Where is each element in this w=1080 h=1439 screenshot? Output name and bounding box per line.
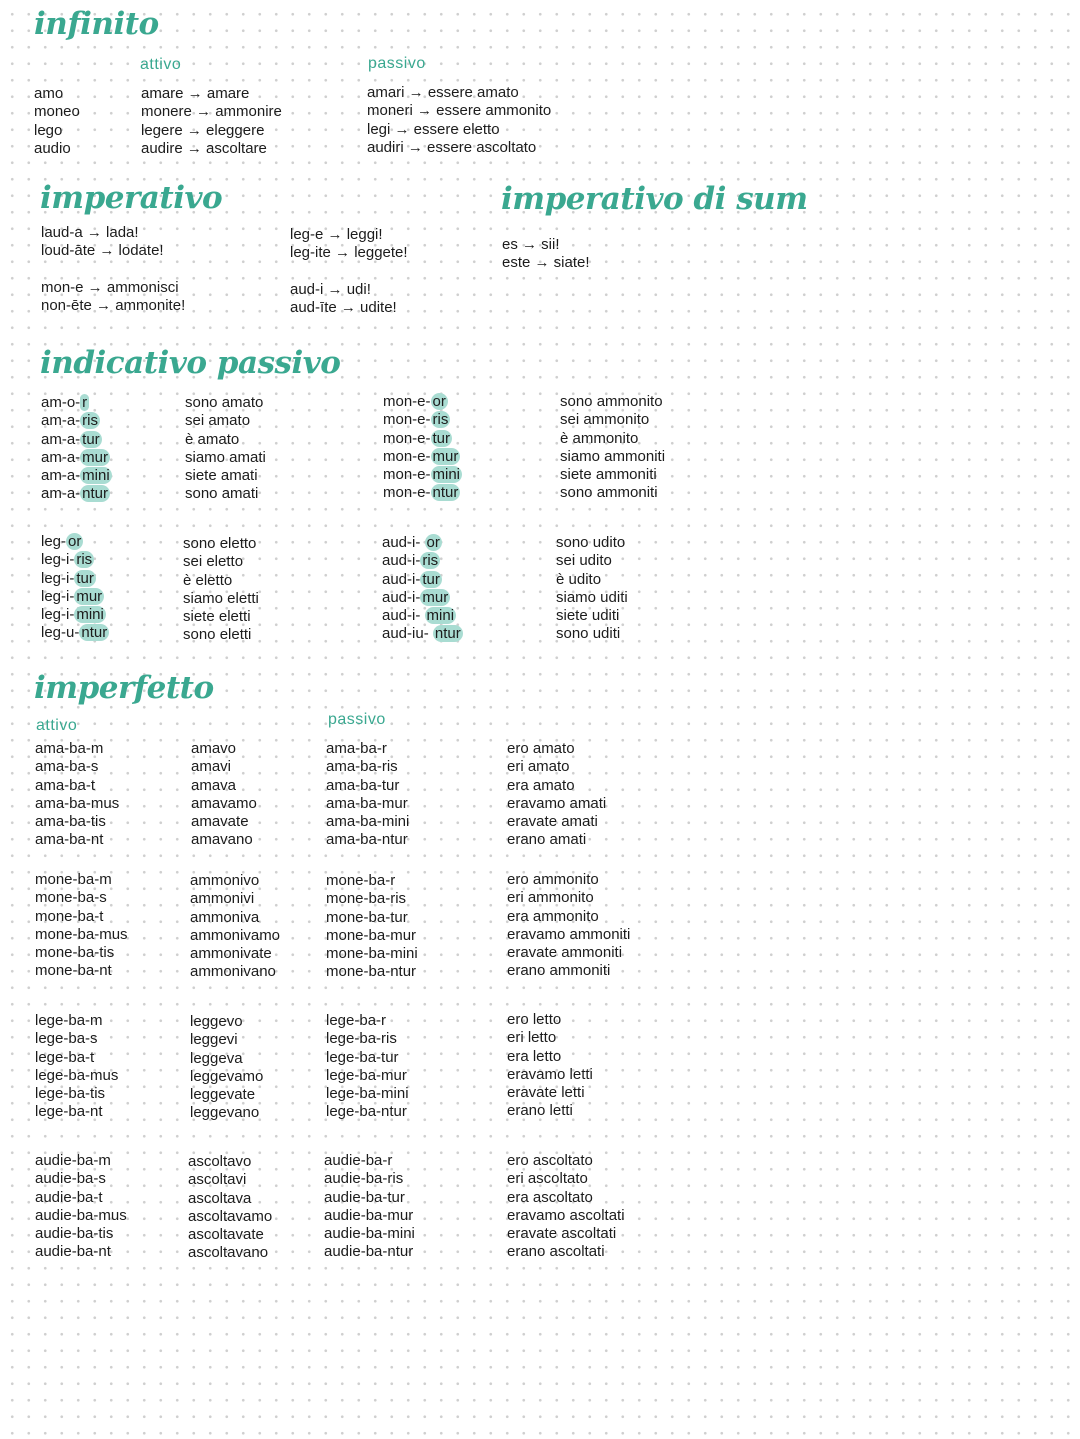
verb-ending-highlight: mur bbox=[76, 587, 103, 605]
imperfetto-am-passive-tr bbox=[507, 740, 606, 850]
text-line: sono ammoniti bbox=[560, 484, 658, 502]
verb-ending-highlight: ris bbox=[76, 551, 93, 569]
text-line: ero ascoltato bbox=[507, 1152, 593, 1169]
verb-ending-highlight: ris bbox=[422, 552, 439, 570]
verb-form bbox=[41, 412, 112, 430]
imperfetto-passivo-label: passivo bbox=[328, 711, 386, 728]
text-line: eri ammonito bbox=[507, 889, 594, 907]
text-line: amare → amare bbox=[141, 85, 250, 102]
text-line: sono eletti bbox=[183, 626, 252, 644]
text-line: mone-ba-nt bbox=[35, 962, 112, 980]
text-line: audie-ba-t bbox=[35, 1188, 103, 1206]
text-line: audiri → essere ascoltato bbox=[367, 138, 537, 156]
verb-ending-highlight: or bbox=[432, 393, 446, 410]
text-line: mon-e → ammonisci bbox=[41, 279, 179, 296]
text-line: audie-ba-mini bbox=[324, 1225, 415, 1243]
text-line: siete amati bbox=[185, 467, 258, 485]
text-line: lege-ba-s bbox=[35, 1030, 98, 1048]
text-line: è ammonito bbox=[560, 429, 639, 447]
verb-ending-highlight: mini bbox=[432, 466, 461, 484]
imperativo-audi bbox=[290, 281, 397, 318]
text-line: lege-ba-mini bbox=[326, 1085, 409, 1103]
text-line: este → siate! bbox=[502, 254, 590, 272]
verb-form bbox=[41, 431, 112, 449]
verb-form bbox=[382, 589, 463, 607]
indicativo-aud-translations bbox=[556, 534, 628, 644]
text-line: amavi bbox=[191, 758, 232, 776]
imperfetto-leg-active bbox=[35, 1012, 118, 1122]
text-line: mone-ba-mini bbox=[326, 945, 418, 963]
text-line: ama-ba-tur bbox=[326, 776, 400, 794]
text-line: lege-ba-ntur bbox=[326, 1103, 407, 1121]
verb-form bbox=[383, 411, 462, 429]
imperfetto-leg-active-tr bbox=[190, 1013, 263, 1123]
text-line: audie-ba-r bbox=[324, 1152, 393, 1169]
text-line: ama-ba-t bbox=[35, 776, 96, 794]
text-line: era letto bbox=[507, 1047, 562, 1065]
text-line: amavate bbox=[191, 813, 249, 831]
text-line: ammonivano bbox=[190, 963, 276, 981]
verb-ending-highlight: or bbox=[426, 534, 440, 551]
text-line: sono amato bbox=[185, 394, 264, 411]
imperfetto-mon-passive-tr bbox=[507, 871, 630, 981]
text-line: ascoltava bbox=[188, 1189, 252, 1207]
text-line: ama-ba-tis bbox=[35, 813, 106, 831]
verb-stem: leg-u- bbox=[41, 624, 80, 642]
imperativo-title: imperativo bbox=[40, 180, 223, 216]
infinito-attivo-label: attivo bbox=[140, 56, 182, 73]
text-line: lego bbox=[34, 121, 63, 139]
indicativo-am-forms bbox=[41, 394, 112, 504]
text-line: ama-ba-mini bbox=[326, 813, 410, 831]
imperativo-lauda bbox=[41, 224, 164, 261]
text-line: es → sii! bbox=[502, 236, 560, 253]
verb-ending-highlight: mini bbox=[426, 607, 455, 625]
imperfetto-aud-active bbox=[35, 1152, 127, 1262]
text-line: lege-ba-mus bbox=[35, 1066, 119, 1084]
text-line: lege-ba-ris bbox=[326, 1030, 397, 1048]
text-line: ero amato bbox=[507, 740, 575, 757]
text-line: siamo eletti bbox=[183, 589, 259, 607]
verb-stem: aud-iu- bbox=[382, 625, 433, 643]
text-line: lege-ba-mur bbox=[326, 1066, 407, 1084]
text-line: laud-a → lada! bbox=[41, 224, 139, 241]
verb-form bbox=[383, 393, 462, 411]
verb-form bbox=[41, 606, 109, 624]
imperfetto-aud-passive bbox=[324, 1152, 415, 1262]
verb-form bbox=[41, 394, 112, 412]
text-line: ascoltavano bbox=[188, 1244, 269, 1262]
indicativo-leg-translations bbox=[183, 535, 259, 645]
verb-form bbox=[41, 485, 112, 503]
text-line: leggevano bbox=[190, 1104, 260, 1122]
verb-stem: aud-i- bbox=[382, 588, 421, 606]
imperfetto-am-active-tr bbox=[191, 740, 257, 850]
text-line: ama-ba-ris bbox=[326, 758, 398, 776]
imperfetto-aud-active-tr bbox=[188, 1153, 272, 1263]
verb-form bbox=[383, 448, 462, 466]
verb-form bbox=[382, 552, 463, 570]
indicativo-mon-translations bbox=[560, 393, 665, 503]
text-line: siamo amati bbox=[185, 448, 266, 466]
text-line: eravate letti bbox=[507, 1084, 585, 1102]
verb-stem: am-a- bbox=[41, 485, 81, 503]
text-line: lege-ba-tis bbox=[35, 1085, 106, 1103]
verb-stem: am-a- bbox=[41, 412, 81, 430]
text-line: eravate ascoltati bbox=[507, 1225, 617, 1243]
text-line: mone-ba-t bbox=[35, 907, 104, 925]
verb-ending-highlight: tur bbox=[432, 429, 451, 447]
text-line: ascoltavate bbox=[188, 1226, 264, 1244]
indicativo-mon-forms bbox=[383, 393, 462, 503]
text-line: aud-i → udi! bbox=[290, 281, 371, 298]
text-line: mone-ba-ntur bbox=[326, 963, 417, 981]
verb-ending-highlight: or bbox=[68, 533, 82, 550]
text-line: sei ammonito bbox=[560, 411, 650, 429]
infinito-attivo-list bbox=[141, 85, 282, 158]
text-line: mone-ba-s bbox=[35, 889, 107, 907]
text-line: ascoltavo bbox=[188, 1153, 252, 1170]
imperativo-lege bbox=[290, 226, 408, 263]
text-line: sei udito bbox=[556, 552, 612, 570]
text-line: mone-ba-ris bbox=[326, 890, 407, 908]
verb-stem: am-o- bbox=[41, 394, 81, 411]
text-line: erano ammoniti bbox=[507, 962, 611, 980]
verb-stem: leg-i- bbox=[41, 606, 75, 624]
text-line: erano amati bbox=[507, 831, 587, 849]
verb-form bbox=[41, 624, 109, 642]
text-line: sei amato bbox=[185, 412, 251, 430]
text-line: leg-e → leggi! bbox=[290, 226, 383, 243]
text-line: ammonivamo bbox=[190, 926, 281, 944]
text-line: lege-ba-r bbox=[326, 1012, 387, 1029]
verb-ending-highlight: mini bbox=[76, 606, 104, 624]
text-line: ama-ba-mur bbox=[326, 794, 408, 812]
indicativo-am-translations bbox=[185, 394, 266, 504]
verb-stem: mon-e- bbox=[383, 484, 431, 502]
text-line: audio bbox=[34, 139, 71, 157]
text-line: sei eletto bbox=[183, 553, 244, 571]
text-line: lege-ba-m bbox=[35, 1012, 103, 1029]
text-line: erano ascoltati bbox=[507, 1243, 605, 1261]
text-line: ama-ba-r bbox=[326, 740, 387, 757]
text-line: eravate amati bbox=[507, 813, 598, 831]
text-line: è amato bbox=[185, 430, 240, 448]
infinito-forms bbox=[34, 85, 80, 158]
text-line: lege-ba-t bbox=[35, 1048, 95, 1066]
verb-form bbox=[383, 430, 462, 448]
verb-ending-highlight: r bbox=[82, 394, 88, 411]
verb-form bbox=[41, 449, 112, 467]
text-line: eravamo amati bbox=[507, 794, 607, 812]
verb-form bbox=[41, 551, 109, 569]
verb-stem: mon-e- bbox=[383, 393, 431, 410]
text-line: è udito bbox=[556, 570, 602, 588]
text-line: amavo bbox=[191, 740, 237, 757]
verb-stem: leg-i- bbox=[41, 569, 75, 587]
verb-ending-highlight: ntur bbox=[82, 485, 109, 503]
text-line: sono udito bbox=[556, 534, 626, 551]
text-line: è eletto bbox=[183, 571, 233, 589]
imperfetto-aud-passive-tr bbox=[507, 1152, 625, 1262]
text-line: ama-ba-s bbox=[35, 758, 99, 776]
text-line: audie-ba-tur bbox=[324, 1188, 405, 1206]
text-line: ero letto bbox=[507, 1011, 562, 1028]
imperfetto-title: imperfetto bbox=[34, 670, 214, 706]
text-line: ammonivate bbox=[190, 945, 272, 963]
text-line: eri letto bbox=[507, 1029, 557, 1047]
text-line: era ammonito bbox=[507, 907, 599, 925]
verb-form bbox=[382, 607, 463, 625]
indicativo-passivo-title: indicativo passivo bbox=[40, 345, 341, 381]
text-line: ama-ba-ntur bbox=[326, 831, 408, 849]
verb-form bbox=[382, 534, 463, 552]
text-line: audie-ba-mur bbox=[324, 1206, 414, 1224]
text-line: siamo uditi bbox=[556, 588, 628, 606]
text-line: audie-ba-nt bbox=[35, 1243, 111, 1261]
verb-ending-highlight: tur bbox=[82, 430, 100, 448]
text-line: mone-ba-mur bbox=[326, 926, 417, 944]
text-line: mone-ba-r bbox=[326, 872, 396, 889]
text-line: ero ammonito bbox=[507, 871, 599, 888]
verb-ending-highlight: tur bbox=[422, 570, 440, 588]
text-line: eravamo letti bbox=[507, 1065, 593, 1083]
imperfetto-leg-passive bbox=[326, 1012, 409, 1122]
text-line: mone-ba-m bbox=[35, 871, 112, 888]
text-line: era amato bbox=[507, 776, 575, 794]
text-line: ammonivo bbox=[190, 872, 260, 889]
text-line: leggevi bbox=[190, 1031, 238, 1049]
verb-stem: leg-i- bbox=[41, 587, 75, 605]
imperativo-mone bbox=[41, 279, 185, 316]
verb-ending-highlight: mur bbox=[82, 448, 109, 466]
text-line: eri ascoltato bbox=[507, 1170, 588, 1188]
text-line: eravamo ammoniti bbox=[507, 925, 631, 943]
text-line: siete uditi bbox=[556, 607, 620, 625]
infinito-title: infinito bbox=[34, 6, 159, 42]
verb-ending-highlight: tur bbox=[76, 569, 94, 587]
infinito-passivo-label: passivo bbox=[368, 55, 426, 72]
verb-ending-highlight: ntur bbox=[432, 484, 459, 502]
infinito-passivo-list bbox=[367, 84, 551, 157]
verb-form bbox=[41, 533, 109, 551]
text-line: ammoniva bbox=[190, 908, 260, 926]
text-line: siete eletti bbox=[183, 608, 251, 626]
text-line: moneri → essere ammonito bbox=[367, 102, 552, 120]
imperativo-sum-list bbox=[502, 236, 590, 273]
verb-form bbox=[41, 588, 109, 606]
text-line: leggevate bbox=[190, 1086, 256, 1104]
text-line: erano letti bbox=[507, 1102, 573, 1120]
text-line: legere → eleggere bbox=[141, 121, 265, 139]
verb-ending-highlight: ris bbox=[432, 411, 449, 429]
verb-stem: aud-i- bbox=[382, 570, 421, 588]
text-line: loud-āte → lodate! bbox=[41, 242, 164, 260]
verb-stem: aud-i- bbox=[382, 552, 421, 570]
verb-form bbox=[382, 625, 463, 643]
verb-stem: am-a- bbox=[41, 430, 81, 448]
text-line: audie-ba-s bbox=[35, 1170, 106, 1188]
text-line: leggeva bbox=[190, 1049, 243, 1067]
text-line: lege-ba-tur bbox=[326, 1048, 399, 1066]
verb-stem: am-a- bbox=[41, 467, 81, 485]
verb-form bbox=[41, 570, 109, 588]
text-line: leg-ite → leggete! bbox=[290, 244, 408, 262]
imperfetto-am-active bbox=[35, 740, 119, 850]
text-line: amava bbox=[191, 776, 237, 794]
verb-stem: aud-i- bbox=[382, 607, 425, 625]
verb-ending-highlight: ntur bbox=[81, 624, 108, 642]
text-line: siamo ammoniti bbox=[560, 447, 666, 465]
text-line: leggevo bbox=[190, 1013, 243, 1030]
text-line: aud-īte → udite! bbox=[290, 299, 397, 317]
text-line: ama-ba-m bbox=[35, 740, 104, 757]
verb-ending-highlight: mini bbox=[82, 467, 110, 485]
text-line: ama-ba-nt bbox=[35, 831, 104, 849]
text-line: mone-ba-mus bbox=[35, 925, 128, 943]
text-line: amari → essere amato bbox=[367, 84, 519, 101]
verb-stem: leg-i- bbox=[41, 551, 75, 569]
text-line: audie-ba-tis bbox=[35, 1225, 114, 1243]
text-line: audire → ascoltare bbox=[141, 139, 267, 157]
text-line: mone-ba-tis bbox=[35, 944, 115, 962]
text-line: amavamo bbox=[191, 794, 257, 812]
verb-ending-highlight: ris bbox=[82, 412, 98, 430]
text-line: sono amati bbox=[185, 485, 259, 503]
indicativo-aud-forms bbox=[382, 534, 463, 644]
verb-ending-highlight: ntur bbox=[434, 625, 461, 643]
text-line: ascoltavamo bbox=[188, 1207, 273, 1225]
text-line: amo bbox=[34, 85, 64, 102]
verb-form bbox=[383, 484, 462, 502]
text-line: ama-ba-mus bbox=[35, 794, 120, 812]
imperativo-sum-title: imperativo di sum bbox=[501, 181, 808, 217]
imperfetto-mon-active bbox=[35, 871, 128, 981]
text-line: monere → ammonire bbox=[141, 103, 282, 121]
text-line: lege-ba-nt bbox=[35, 1103, 103, 1121]
text-line: eravate ammoniti bbox=[507, 944, 623, 962]
imperfetto-mon-active-tr bbox=[190, 872, 280, 982]
text-line: era ascoltato bbox=[507, 1188, 593, 1206]
indicativo-leg-forms bbox=[41, 533, 109, 643]
verb-ending-highlight: mur bbox=[422, 588, 449, 606]
text-line: leggevamo bbox=[190, 1067, 264, 1085]
text-line: ammonivi bbox=[190, 890, 255, 908]
verb-stem: mon-e- bbox=[383, 466, 431, 484]
text-line: audie-ba-m bbox=[35, 1152, 111, 1169]
text-line: legi → essere eletto bbox=[367, 120, 500, 138]
text-line: sono ammonito bbox=[560, 393, 663, 410]
text-line: moneo bbox=[34, 103, 80, 121]
text-line: ascoltavi bbox=[188, 1171, 247, 1189]
verb-stem: mon-e- bbox=[383, 447, 431, 465]
text-line: amavano bbox=[191, 831, 253, 849]
verb-form bbox=[382, 571, 463, 589]
text-line: sono eletto bbox=[183, 535, 257, 552]
text-line: non-ēte → ammonite! bbox=[41, 297, 186, 315]
verb-stem: am-a- bbox=[41, 448, 81, 466]
verb-form bbox=[41, 467, 112, 485]
imperfetto-am-passive bbox=[326, 740, 409, 850]
verb-stem: aud-i- bbox=[382, 534, 425, 551]
imperfetto-attivo-label: attivo bbox=[36, 717, 78, 734]
imperfetto-leg-passive-tr bbox=[507, 1011, 593, 1121]
imperfetto-mon-passive bbox=[326, 872, 418, 982]
verb-stem: mon-e- bbox=[383, 429, 431, 447]
text-line: eri amato bbox=[507, 758, 570, 776]
text-line: audie-ba-mus bbox=[35, 1206, 127, 1224]
text-line: sono uditi bbox=[556, 625, 621, 643]
text-line: mone-ba-tur bbox=[326, 908, 408, 926]
verb-stem: leg- bbox=[41, 533, 67, 550]
verb-form bbox=[383, 466, 462, 484]
text-line: audie-ba-ntur bbox=[324, 1243, 414, 1261]
text-line: eravamo ascoltati bbox=[507, 1206, 625, 1224]
text-line: siete ammoniti bbox=[560, 466, 657, 484]
verb-ending-highlight: mur bbox=[432, 447, 459, 465]
verb-stem: mon-e- bbox=[383, 411, 431, 429]
text-line: audie-ba-ris bbox=[324, 1170, 404, 1188]
